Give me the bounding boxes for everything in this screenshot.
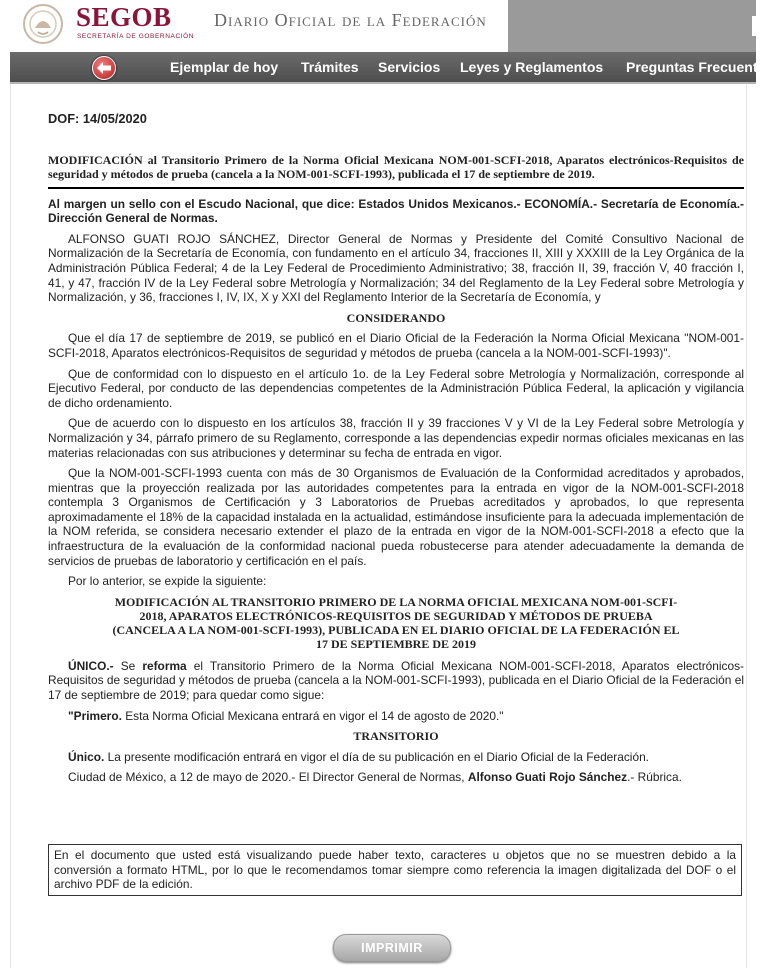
header-grey-panel (508, 0, 756, 52)
seal-text: Al margen un sello con el Escudo Nacional, que dice: Estados Unidos Mexicanos.- ECONOMÍA.- Secretaría de Economía.- Dirección General de Normas. (48, 196, 744, 226)
back-arrow-icon[interactable] (92, 56, 116, 80)
transitorio-unico-text: La presente modificación entrará en vigor el día de su publicación en el Diario Oficial de la Federación. (104, 749, 649, 764)
signature-pre: Ciudad de México, a 12 de mayo de 2020.- El Director General de Normas, (68, 770, 468, 785)
considerando-heading: CONSIDERANDO (346, 310, 446, 325)
unico-paragraph (48, 659, 744, 703)
unico-label: ÚNICO.- (68, 658, 114, 673)
por-lo-anterior: Por lo anterior, se expide la siguiente: (68, 574, 267, 589)
document-title: MODIFICACIÓN al Transitorio Primero de la Norma Oficial Mexicana NOM-001-SCFI-2018, Aparatos electrónicos-Requisitos de seguridad y métodos de prueba (cancela a la NOM-001-SCFI-1993), publicada el 17 de septiembre de 2019. (48, 153, 744, 189)
segob-logo-subtitle: SECRETARÍA DE GOBERNACIÓN (77, 33, 195, 40)
considerando-paragraph-1: Que el día 17 de septiembre de 2019, se publicó en el Diario Oficial de la Federación la Norma Oficial Mexicana "NOM-001-SCFI-2018, Aparatos electrónicos-Requisitos de seguridad y métodos de prueba (cancela a la NOM-001-SCFI-1993)". (48, 331, 744, 360)
transitorio-unico-paragraph (48, 750, 744, 765)
print-button[interactable]: IMPRIMIR (333, 934, 451, 962)
segob-logo-text[interactable]: SEGOB (76, 2, 172, 32)
nav-tramites[interactable]: Trámites (301, 59, 359, 75)
content-frame-left (10, 84, 11, 968)
mexican-coat-of-arms-icon (20, 2, 66, 46)
signature-paragraph (48, 770, 744, 785)
primero-label: "Primero. (68, 708, 122, 723)
publication-date: DOF: 14/05/2020 (48, 111, 147, 126)
site-title: Diario Oficial de la Federación (214, 10, 487, 30)
unico-text: el Transitorio Primero de la Norma Oficial Mexicana NOM-001-SCFI-2018, Aparatos electrónicos-Requisitos de seguridad y métodos de prueba (cancela a la NOM-001-SCFI-1993), publicada en el Diario Oficial de la Federación el 17 de septiembre de 2019; para quedar como sigue: (48, 658, 744, 703)
nav-preguntas-frecuentes[interactable]: Preguntas Frecuentes (626, 59, 773, 75)
document-body (48, 112, 744, 791)
nav-servicios[interactable]: Servicios (378, 59, 441, 75)
content-frame-right (746, 84, 747, 968)
considerando-paragraph-2: Que de conformidad con lo dispuesto en el artículo 1o. de la Ley Federal sobre Metrología y Normalización, corresponde al Ejecutivo Federal, por conducto de las dependencias competentes de la Administración Pública Federal, la aplicación y vigilancia de dicho ordenamiento. (48, 366, 744, 410)
unico-bold: reforma (142, 658, 187, 673)
main-navigation (10, 52, 773, 84)
site-header (0, 0, 756, 52)
transitorio-unico-label: Único. (68, 749, 105, 764)
primero-paragraph (48, 709, 744, 724)
nav-leyes-y-reglamentos[interactable]: Leyes y Reglamentos (460, 59, 604, 75)
considerando-paragraph-4: Que la NOM-001-SCFI-1993 cuenta con más de 30 Organismos de Evaluación de la Conformidad acreditados y aprobados, mientras que la proyección realizada por las autoridades competentes para la entrada en vigor de la NOM-001-SCFI-2018 contempla 3 Organismos de Certificación y 3 Laboratorios de Pruebas acreditados y aprobados, lo que representa aproximadamente el 18% de la capacidad instalada en la actualidad, estimándose insuficiente para la adecuada implementación de la NOM referida, se considera necesario extender el plazo de la entrada en vigor de la NOM-001-SCFI-2018 a efecto que la infraestructura de la evaluación de la conformidad nacional pueda robustecerse para atender adecuadamente la demanda de servicios de pruebas de laboratorio y certificación en el país. (48, 466, 744, 568)
modification-heading: MODIFICACIÓN AL TRANSITORIO PRIMERO DE LA NORMA OFICIAL MEXICANA NOM-001-SCFI-2018, APARATOS ELECTRÓNICOS-REQUISITOS DE SEGURIDAD Y MÉTODOS DE PRUEBA (CANCELA A LA NOM-001-SCFI-1993), PUBLICADA EN EL DIARIO OFICIAL DE LA FEDERACIÓN EL 17 DE SEPTIEMBRE DE 2019 (112, 594, 680, 651)
nav-ejemplar-de-hoy[interactable]: Ejemplar de hoy (170, 59, 279, 75)
signature-name: Alfonso Guati Rojo Sánchez (467, 770, 628, 785)
transitorio-heading: TRANSITORIO (353, 729, 439, 744)
considerando-paragraph-3: Que de acuerdo con lo dispuesto en los artículos 38, fracción II y 39 fracciones V y VI de la Ley Federal sobre Metrología y Normalización y 34, párrafo primero de su Reglamento, corresponde a las dependencias expedir normas oficiales mexicanas en las materias relacionadas con sus atribuciones y determinar su fecha de entrada en vigor. (48, 416, 744, 460)
html-conversion-notice: En el documento que usted está visualizando puede haber texto, caracteres u objetos que no se muestren debido a la conversión a formato HTML, por lo que le recomendamos tomar siempre como referencia la imagen digitalizada del DOF o el archivo PDF de la edición. (48, 844, 742, 896)
unico-pre: Se (113, 658, 143, 673)
intro-paragraph: ALFONSO GUATI ROJO SÁNCHEZ, Director General de Normas y Presidente del Comité Consultivo Nacional de Normalización de la Secretaría de Economía, con fundamento en el artículo 34, fracciones II, XIII y XXXIII de la Ley Orgánica de la Administración Pública Federal; 4 de la Ley Federal de Procedimiento Administrativo; 38, fracción II, 39, fracción V, 40 fracción I, 41, y 47, fracción IV de la Ley Federal sobre Metrología y Normalización; 34 del Reglamento de la Ley Federal sobre Metrología y Normalización, y 36, fracciones I, IV, IX, X y XXI del Reglamento Interior de la Secretaría de Economía, y (48, 231, 744, 305)
signature-post: .- Rúbrica. (627, 770, 682, 785)
primero-text: Esta Norma Oficial Mexicana entrará en vigor el 14 de agosto de 2020." (121, 708, 504, 723)
